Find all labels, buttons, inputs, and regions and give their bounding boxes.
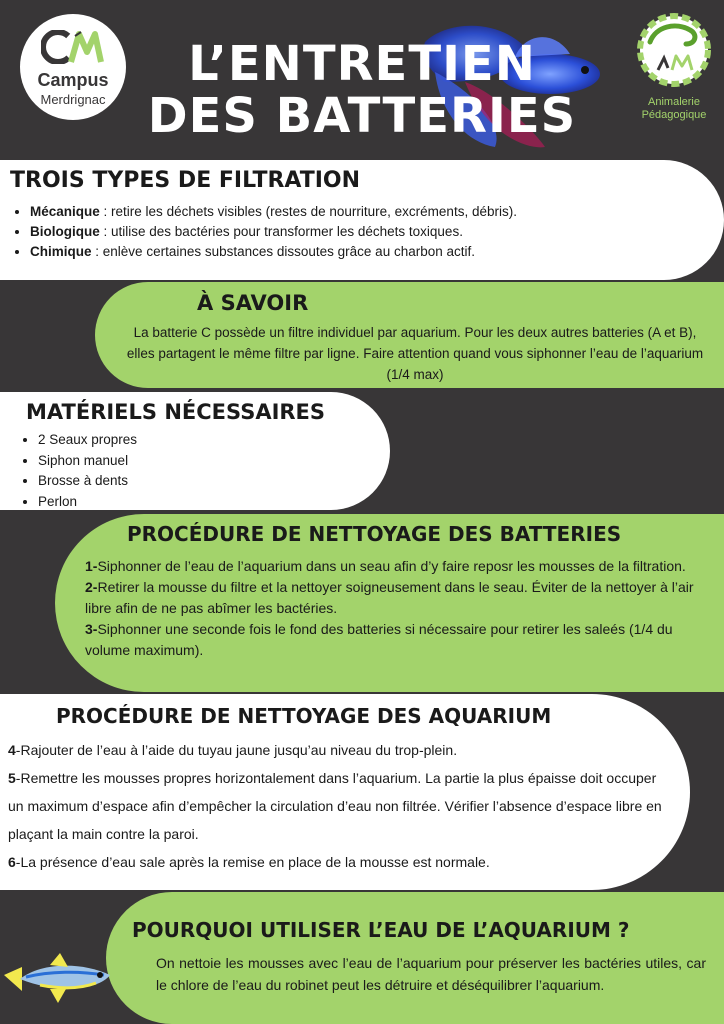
procedure-batteries-heading: PROCÉDURE DE NETTOYAGE DES BATTERIES bbox=[127, 522, 622, 546]
procedure-aquarium-heading: PROCÉDURE DE NETTOYAGE DES AQUARIUM bbox=[56, 704, 552, 728]
pourquoi-text: On nettoie les mousses avec l’eau de l’aquarium pour préserver les bactéries utiles, car le chlore de l’eau du robinet peut les détruire et déséquilibrer l’aquarium. bbox=[156, 955, 706, 993]
procedure-aquarium-section bbox=[0, 694, 690, 890]
filtration-item: • Mécanique : retire les déchets visibles (restes de nourriture, excréments, débris). bbox=[30, 202, 517, 222]
campus-logo-name: Campus bbox=[37, 70, 109, 90]
filtration-heading: TROIS TYPES DE FILTRATION bbox=[10, 168, 361, 193]
page-title-line2: DES BATTERIES bbox=[147, 88, 577, 144]
filtration-section bbox=[0, 160, 724, 280]
savoir-heading: À SAVOIR bbox=[197, 291, 309, 315]
savoir-section bbox=[95, 282, 724, 388]
procedure-step: 3-Siphonner une seconde fois le fond des batteries si nécessaire pour retirer les saleés (1/4 du volume maximum). bbox=[85, 621, 673, 658]
filtration-list bbox=[12, 202, 517, 262]
procedure-step: 6-La présence d’eau sale après la remise en place de la mousse est normale. bbox=[8, 854, 490, 870]
procedure-step: 4-Rajouter de l’eau à l’aide du tuyau jaune jusqu’au niveau du trop-plein. bbox=[8, 742, 458, 758]
animalerie-logo bbox=[630, 12, 718, 124]
procedure-batteries-steps bbox=[85, 556, 695, 661]
procedure-step: 1-Siphonner de l’eau de l’aquarium dans un seau afin d’y faire reposr les mousses de la filtration. bbox=[85, 558, 686, 574]
filtration-item: • Chimique : enlève certaines substances dissoutes grâce au charbon actif. bbox=[30, 242, 517, 262]
animalerie-logo-line1: Animalerie bbox=[648, 96, 700, 108]
animalerie-logo-mark bbox=[636, 12, 712, 88]
materiel-item: • Perlon bbox=[38, 492, 137, 513]
filtration-item: • Biologique : utilise des bactéries pour transformer les déchets toxiques. bbox=[30, 222, 517, 242]
page-title-line1: L’ENTRETIEN bbox=[188, 36, 536, 92]
materiel-item: • Siphon manuel bbox=[38, 451, 137, 472]
materiel-item: • Brosse à dents bbox=[38, 471, 137, 492]
campus-logo-town: Merdrignac bbox=[40, 92, 106, 107]
materiels-list bbox=[20, 430, 137, 512]
tetra-fish-illustration bbox=[0, 945, 120, 1015]
pourquoi-heading: POURQUOI UTILISER L’EAU DE L’AQUARIUM ? bbox=[132, 918, 630, 942]
savoir-text: La batterie C possède un filtre individuel par aquarium. Pour les deux autres batteries (A et B), elles partagent le même filtre par ligne. Faire attention quand vous siphonner l’eau de l’aquarium (1/4 max) bbox=[126, 325, 704, 382]
procedure-step: 5-Remettre les mousses propres horizontalement dans l’aquarium. La partie la plus épaisse doit occuper un maximum d’espace afin d’empêcher la circulation d’eau non filtrée. Vérifier l’absence d’espace libre en plaçant la main contre la paroi. bbox=[8, 770, 662, 842]
procedure-aquarium-steps bbox=[8, 736, 663, 876]
materiels-heading: MATÉRIELS NÉCESSAIRES bbox=[26, 400, 326, 424]
materiel-item: • 2 Seaux propres bbox=[38, 430, 137, 451]
pourquoi-section bbox=[106, 892, 724, 1024]
animalerie-logo-line2: Pédagogique bbox=[641, 109, 707, 121]
procedure-batteries-section bbox=[55, 514, 724, 692]
procedure-step: 2-Retirer la mousse du filtre et la nettoyer soigneusement dans le seau. Éviter de la nettoyer à l’air libre afin de ne pas abîmer les bactéries. bbox=[85, 579, 694, 616]
materiels-section bbox=[0, 392, 390, 510]
